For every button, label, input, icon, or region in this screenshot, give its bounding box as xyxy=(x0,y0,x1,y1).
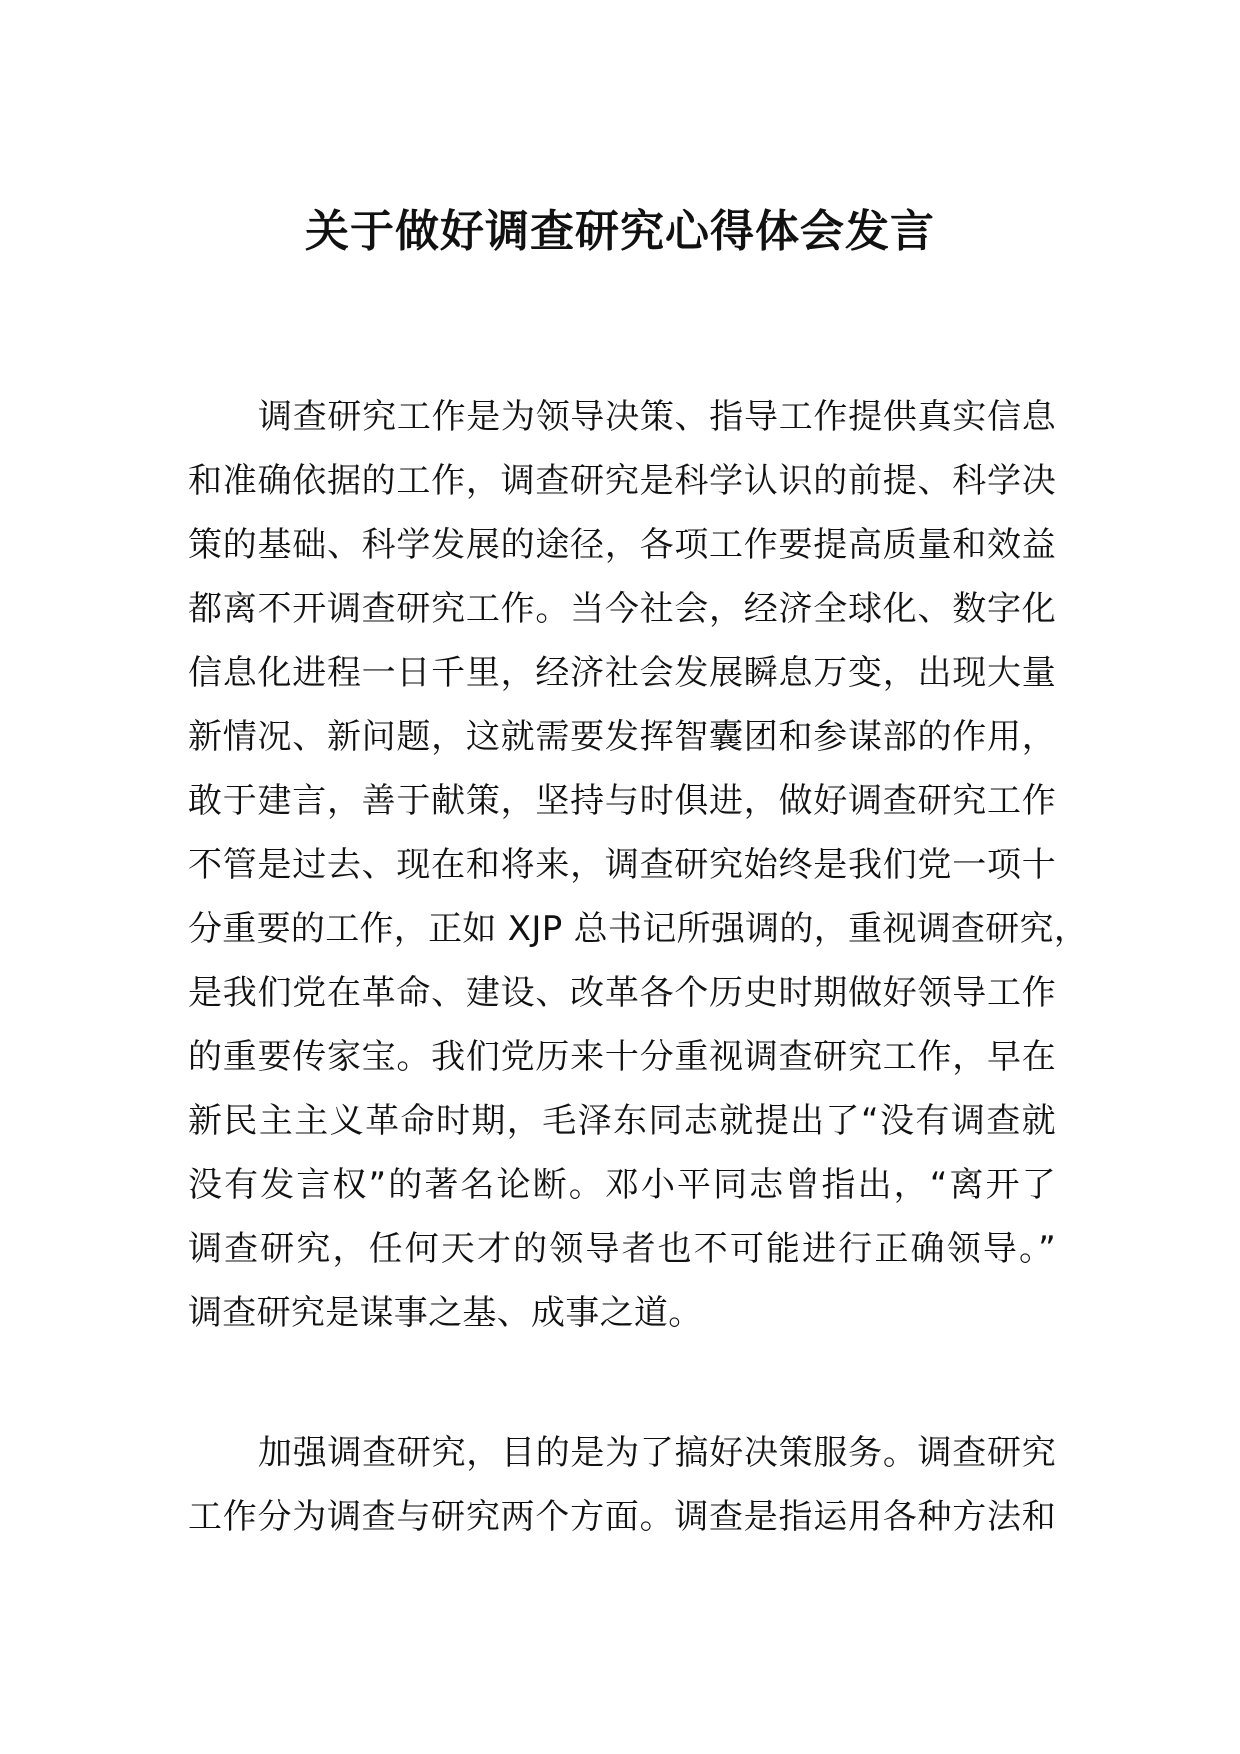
paragraph-line: 加强调查研究，目的是为了搞好决策服务。调查研究 xyxy=(258,1433,1056,1473)
paragraph-line: 调查研究工作是为领导决策、指导工作提供真实信息 xyxy=(258,397,1056,437)
paragraph-line: 都离不开调查研究工作。当今社会，经济全球化、数字化 xyxy=(188,589,1056,629)
paragraph-line: 新情况、新问题，这就需要发挥智囊团和参谋部的作用， xyxy=(188,717,1056,757)
paragraph-line: 新民主主义革命时期，毛泽东同志就提出了“没有调查就 xyxy=(188,1101,1056,1141)
paragraph-line: 不管是过去、现在和将来，调查研究始终是我们党一项十 xyxy=(188,845,1056,885)
paragraph-line: 敢于建言，善于献策，坚持与时俱进，做好调查研究工作 xyxy=(188,781,1056,821)
paragraph-line: 的重要传家宝。我们党历来十分重视调查研究工作，早在 xyxy=(188,1037,1056,1077)
paragraph-line: 策的基础、科学发展的途径，各项工作要提高质量和效益 xyxy=(188,525,1056,565)
document-title: 关于做好调查研究心得体会发言 xyxy=(305,206,935,257)
paragraph-line: 工作分为调查与研究两个方面。调查是指运用各种方法和 xyxy=(188,1497,1056,1537)
paragraph-line: 和准确依据的工作，调查研究是科学认识的前提、科学决 xyxy=(188,461,1056,501)
paragraph-line: 信息化进程一日千里，经济社会发展瞬息万变，出现大量 xyxy=(188,653,1056,693)
paragraph-line: 是我们党在革命、建设、改革各个历史时期做好领导工作 xyxy=(188,973,1056,1013)
paragraph-line: 分重要的工作，正如 XJP 总书记所强调的，重视调查研究， xyxy=(188,909,1089,949)
paragraph-line: 调查研究，任何天才的领导者也不可能进行正确领导。” xyxy=(188,1229,1056,1269)
paragraph-line: 调查研究是谋事之基、成事之道。 xyxy=(188,1293,703,1333)
paragraph-line: 没有发言权”的著名论断。邓小平同志曾指出，“离开了 xyxy=(188,1165,1056,1205)
paragraph-1 xyxy=(188,385,1089,1345)
paragraph-2 xyxy=(188,1421,1056,1549)
